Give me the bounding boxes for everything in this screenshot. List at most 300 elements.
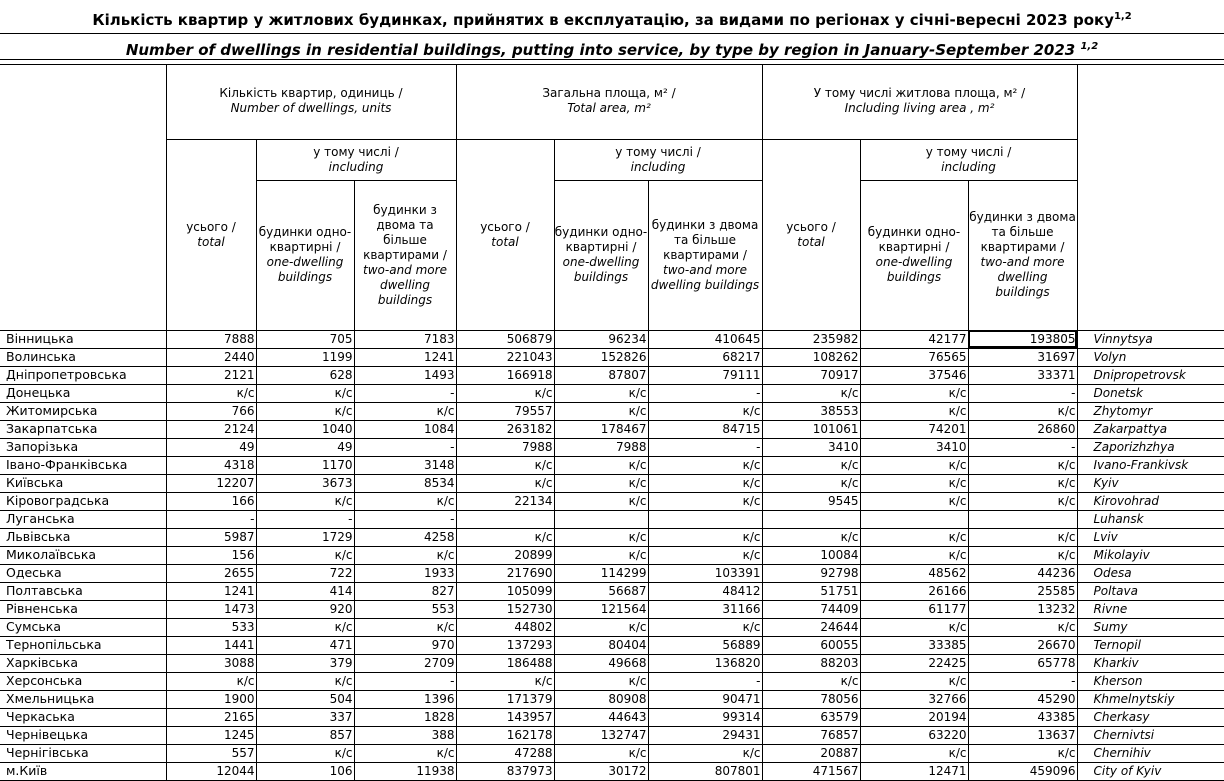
value-cell[interactable]: к/с <box>166 672 256 690</box>
value-cell[interactable]: 92798 <box>762 564 860 582</box>
value-cell[interactable]: 388 <box>354 726 456 744</box>
value-cell[interactable]: 235982 <box>762 330 860 348</box>
value-cell[interactable]: 20194 <box>860 708 968 726</box>
value-cell[interactable]: 56889 <box>648 636 762 654</box>
value-cell[interactable]: к/с <box>860 672 968 690</box>
value-cell[interactable]: 1900 <box>166 690 256 708</box>
region-name-uk[interactable]: Житомирська <box>0 402 166 420</box>
value-cell[interactable]: к/с <box>968 492 1077 510</box>
region-name-uk[interactable]: Закарпатська <box>0 420 166 438</box>
header-living-area: У тому числі житлова площа, м² / Including living area , m² <box>762 64 1077 139</box>
value-cell[interactable]: 1241 <box>354 348 456 366</box>
value-cell[interactable]: 31166 <box>648 600 762 618</box>
value-cell[interactable]: 12207 <box>166 474 256 492</box>
region-name-en[interactable]: Lviv <box>1077 528 1224 546</box>
region-name-en[interactable]: Mikolayiv <box>1077 546 1224 564</box>
value-cell[interactable]: 410645 <box>648 330 762 348</box>
value-cell[interactable]: к/с <box>762 384 860 402</box>
value-cell[interactable]: 26166 <box>860 582 968 600</box>
region-name-uk[interactable]: Одеська <box>0 564 166 582</box>
value-cell[interactable] <box>648 510 762 528</box>
value-cell[interactable]: - <box>648 672 762 690</box>
value-cell[interactable]: 193805 <box>968 330 1077 348</box>
title-uk-footnote: 1,2 <box>1113 11 1132 22</box>
value-cell[interactable]: 68217 <box>648 348 762 366</box>
value-cell[interactable]: - <box>648 384 762 402</box>
value-cell[interactable]: 38553 <box>762 402 860 420</box>
value-cell[interactable]: 1241 <box>166 582 256 600</box>
header-area-multi: будинки з двома та більше квартирами / two-and more dwelling buildings <box>648 180 762 330</box>
value-cell[interactable]: 970 <box>354 636 456 654</box>
value-cell[interactable]: 45290 <box>968 690 1077 708</box>
table-row <box>0 384 1224 402</box>
header-dwellings-including: у тому числі / including <box>256 139 456 180</box>
region-name-en[interactable]: Khmelnytskiy <box>1077 690 1224 708</box>
value-cell[interactable]: 504 <box>256 690 354 708</box>
region-name-en[interactable]: Vinnytsya <box>1077 330 1224 348</box>
value-cell[interactable]: к/с <box>354 546 456 564</box>
value-cell[interactable]: 1828 <box>354 708 456 726</box>
region-name-uk[interactable]: Луганська <box>0 510 166 528</box>
value-cell[interactable]: 1245 <box>166 726 256 744</box>
region-name-uk[interactable]: м.Київ <box>0 762 166 780</box>
value-cell[interactable]: к/с <box>554 384 648 402</box>
value-cell[interactable]: 79557 <box>456 402 554 420</box>
value-cell[interactable]: к/с <box>648 618 762 636</box>
value-cell[interactable]: 1396 <box>354 690 456 708</box>
value-cell[interactable]: 105099 <box>456 582 554 600</box>
value-cell[interactable]: к/с <box>968 474 1077 492</box>
value-cell[interactable]: 74201 <box>860 420 968 438</box>
value-cell[interactable]: 3410 <box>860 438 968 456</box>
value-cell[interactable]: 20899 <box>456 546 554 564</box>
table-row <box>0 348 1224 366</box>
region-name-uk[interactable]: Запорізька <box>0 438 166 456</box>
value-cell[interactable]: 26670 <box>968 636 1077 654</box>
region-name-uk[interactable]: Сумська <box>0 618 166 636</box>
region-name-en[interactable]: Volyn <box>1077 348 1224 366</box>
value-cell[interactable]: 51751 <box>762 582 860 600</box>
value-cell[interactable]: к/с <box>648 474 762 492</box>
region-name-en[interactable]: Kyiv <box>1077 474 1224 492</box>
region-name-uk[interactable]: Чернівецька <box>0 726 166 744</box>
region-name-en[interactable]: Dnipropetrovsk <box>1077 366 1224 384</box>
value-cell[interactable]: 221043 <box>456 348 554 366</box>
value-cell[interactable]: к/с <box>968 528 1077 546</box>
value-cell[interactable]: к/с <box>648 528 762 546</box>
value-cell[interactable]: 1084 <box>354 420 456 438</box>
value-cell[interactable]: - <box>166 510 256 528</box>
header-dwellings-one: будинки одно-квартирні / one-dwelling buildings <box>256 180 354 330</box>
region-name-uk[interactable]: Івано-Франківська <box>0 456 166 474</box>
value-cell[interactable]: 108262 <box>762 348 860 366</box>
value-cell[interactable]: к/с <box>648 402 762 420</box>
region-name-uk[interactable]: Львівська <box>0 528 166 546</box>
value-cell[interactable]: 90471 <box>648 690 762 708</box>
value-cell[interactable]: к/с <box>256 618 354 636</box>
region-name-uk[interactable]: Херсонська <box>0 672 166 690</box>
region-name-en[interactable]: Sumy <box>1077 618 1224 636</box>
value-cell[interactable]: - <box>968 438 1077 456</box>
value-cell[interactable]: к/с <box>256 492 354 510</box>
value-cell[interactable]: к/с <box>860 618 968 636</box>
value-cell[interactable]: 4258 <box>354 528 456 546</box>
value-cell[interactable]: 96234 <box>554 330 648 348</box>
region-name-uk[interactable]: Київська <box>0 474 166 492</box>
value-cell[interactable]: 48412 <box>648 582 762 600</box>
value-cell[interactable]: 2121 <box>166 366 256 384</box>
value-cell[interactable]: 49 <box>256 438 354 456</box>
header-dwellings: Кількість квартир, одиниць / Number of dwellings, units <box>166 64 456 139</box>
value-cell[interactable]: - <box>354 384 456 402</box>
value-cell[interactable]: к/с <box>968 402 1077 420</box>
value-cell[interactable]: 56687 <box>554 582 648 600</box>
value-cell[interactable]: 136820 <box>648 654 762 672</box>
value-cell[interactable]: к/с <box>648 744 762 762</box>
value-cell[interactable]: - <box>256 510 354 528</box>
value-cell[interactable]: 628 <box>256 366 354 384</box>
value-cell[interactable]: 7988 <box>456 438 554 456</box>
value-cell[interactable]: 101061 <box>762 420 860 438</box>
value-cell[interactable]: - <box>354 510 456 528</box>
value-cell[interactable]: 114299 <box>554 564 648 582</box>
table-row <box>0 546 1224 564</box>
value-cell[interactable]: к/с <box>256 744 354 762</box>
value-cell[interactable]: к/с <box>762 474 860 492</box>
value-cell[interactable] <box>456 510 554 528</box>
value-cell[interactable]: 78056 <box>762 690 860 708</box>
region-name-uk[interactable]: Рівненська <box>0 600 166 618</box>
value-cell[interactable] <box>762 510 860 528</box>
value-cell[interactable]: к/с <box>554 528 648 546</box>
value-cell[interactable]: 61177 <box>860 600 968 618</box>
value-cell[interactable]: к/с <box>554 492 648 510</box>
region-name-en[interactable]: Donetsk <box>1077 384 1224 402</box>
value-cell[interactable]: к/с <box>554 618 648 636</box>
value-cell[interactable]: к/с <box>554 672 648 690</box>
value-cell[interactable]: 2124 <box>166 420 256 438</box>
value-cell[interactable]: 766 <box>166 402 256 420</box>
value-cell[interactable]: 553 <box>354 600 456 618</box>
region-name-en[interactable]: Rivne <box>1077 600 1224 618</box>
value-cell[interactable]: 459096 <box>968 762 1077 780</box>
value-cell[interactable]: 156 <box>166 546 256 564</box>
value-cell[interactable]: 30172 <box>554 762 648 780</box>
value-cell[interactable]: 103391 <box>648 564 762 582</box>
value-cell[interactable]: к/с <box>968 546 1077 564</box>
value-cell[interactable]: 13637 <box>968 726 1077 744</box>
value-cell[interactable]: 920 <box>256 600 354 618</box>
region-name-uk[interactable]: Дніпропетровська <box>0 366 166 384</box>
value-cell[interactable]: к/с <box>166 384 256 402</box>
value-cell[interactable]: 44643 <box>554 708 648 726</box>
value-cell[interactable]: к/с <box>554 474 648 492</box>
value-cell[interactable]: 166 <box>166 492 256 510</box>
value-cell[interactable]: 471 <box>256 636 354 654</box>
table-row <box>0 726 1224 744</box>
value-cell[interactable]: к/с <box>456 384 554 402</box>
value-cell[interactable]: 506879 <box>456 330 554 348</box>
header-living-including: у тому числі / including <box>860 139 1077 180</box>
value-cell[interactable]: к/с <box>354 618 456 636</box>
value-cell[interactable]: к/с <box>554 744 648 762</box>
value-cell[interactable]: 1729 <box>256 528 354 546</box>
header-living-total: усього / total <box>762 139 860 330</box>
value-cell[interactable]: 47288 <box>456 744 554 762</box>
value-cell[interactable]: - <box>968 384 1077 402</box>
value-cell[interactable]: 48562 <box>860 564 968 582</box>
value-cell[interactable]: к/с <box>354 744 456 762</box>
value-cell[interactable]: к/с <box>860 456 968 474</box>
region-name-uk[interactable]: Черкаська <box>0 708 166 726</box>
value-cell[interactable]: 186488 <box>456 654 554 672</box>
value-cell[interactable]: 99314 <box>648 708 762 726</box>
region-name-uk[interactable]: Донецька <box>0 384 166 402</box>
value-cell[interactable]: 132747 <box>554 726 648 744</box>
table-row <box>0 402 1224 420</box>
value-cell[interactable]: 11938 <box>354 762 456 780</box>
value-cell[interactable]: 84715 <box>648 420 762 438</box>
region-name-uk[interactable]: Волинська <box>0 348 166 366</box>
value-cell[interactable]: 26860 <box>968 420 1077 438</box>
region-name-en[interactable]: Cherkasy <box>1077 708 1224 726</box>
value-cell[interactable]: 12471 <box>860 762 968 780</box>
value-cell[interactable]: 705 <box>256 330 354 348</box>
value-cell[interactable]: 137293 <box>456 636 554 654</box>
value-cell[interactable] <box>554 510 648 528</box>
value-cell[interactable]: 471567 <box>762 762 860 780</box>
value-cell[interactable]: - <box>354 438 456 456</box>
value-cell[interactable]: к/с <box>762 456 860 474</box>
title-english <box>0 34 1224 60</box>
table-row <box>0 438 1224 456</box>
value-cell[interactable]: 1170 <box>256 456 354 474</box>
value-cell[interactable]: 7183 <box>354 330 456 348</box>
value-cell[interactable]: 1040 <box>256 420 354 438</box>
value-cell[interactable]: к/с <box>554 546 648 564</box>
value-cell[interactable]: 2165 <box>166 708 256 726</box>
value-cell[interactable]: 807801 <box>648 762 762 780</box>
value-cell[interactable]: к/с <box>968 744 1077 762</box>
value-cell[interactable]: к/с <box>648 492 762 510</box>
value-cell[interactable]: 43385 <box>968 708 1077 726</box>
value-cell[interactable]: 10084 <box>762 546 860 564</box>
value-cell[interactable]: к/с <box>256 384 354 402</box>
value-cell[interactable]: к/с <box>456 456 554 474</box>
value-cell[interactable]: к/с <box>256 546 354 564</box>
region-name-en[interactable]: Poltava <box>1077 582 1224 600</box>
value-cell[interactable]: 7888 <box>166 330 256 348</box>
region-name-en[interactable]: Ternopil <box>1077 636 1224 654</box>
region-name-uk[interactable]: Полтавська <box>0 582 166 600</box>
value-cell[interactable]: 3088 <box>166 654 256 672</box>
value-cell[interactable]: 32766 <box>860 690 968 708</box>
value-cell[interactable]: 121564 <box>554 600 648 618</box>
region-name-uk[interactable]: Миколаївська <box>0 546 166 564</box>
region-name-uk[interactable]: Тернопільська <box>0 636 166 654</box>
table-row <box>0 492 1224 510</box>
region-name-uk[interactable]: Харківська <box>0 654 166 672</box>
value-cell[interactable]: к/с <box>860 546 968 564</box>
region-name-en[interactable]: Chernivtsi <box>1077 726 1224 744</box>
region-name-en[interactable]: Ivano-Frankivsk <box>1077 456 1224 474</box>
value-cell[interactable]: 414 <box>256 582 354 600</box>
value-cell[interactable]: 178467 <box>554 420 648 438</box>
table-row <box>0 330 1224 348</box>
value-cell[interactable]: 337 <box>256 708 354 726</box>
value-cell[interactable]: 33385 <box>860 636 968 654</box>
value-cell[interactable] <box>968 510 1077 528</box>
value-cell[interactable]: 63579 <box>762 708 860 726</box>
value-cell[interactable]: к/с <box>968 618 1077 636</box>
value-cell[interactable]: 827 <box>354 582 456 600</box>
value-cell[interactable]: 171379 <box>456 690 554 708</box>
value-cell[interactable]: к/с <box>456 672 554 690</box>
region-name-uk[interactable]: Вінницька <box>0 330 166 348</box>
value-cell[interactable]: к/с <box>456 528 554 546</box>
value-cell[interactable]: 7988 <box>554 438 648 456</box>
value-cell[interactable]: 166918 <box>456 366 554 384</box>
region-name-en[interactable]: Zhytomyr <box>1077 402 1224 420</box>
region-name-en[interactable]: Luhansk <box>1077 510 1224 528</box>
value-cell[interactable]: 837973 <box>456 762 554 780</box>
region-name-uk[interactable]: Хмельницька <box>0 690 166 708</box>
value-cell[interactable]: к/с <box>554 456 648 474</box>
value-cell[interactable]: 162178 <box>456 726 554 744</box>
value-cell[interactable]: к/с <box>648 456 762 474</box>
region-name-en[interactable]: Kharkiv <box>1077 654 1224 672</box>
value-cell[interactable]: 31697 <box>968 348 1077 366</box>
value-cell[interactable]: 9545 <box>762 492 860 510</box>
value-cell[interactable]: 106 <box>256 762 354 780</box>
value-cell[interactable]: 79111 <box>648 366 762 384</box>
region-name-en[interactable]: Kirovohrad <box>1077 492 1224 510</box>
value-cell[interactable]: 8534 <box>354 474 456 492</box>
table-row <box>0 420 1224 438</box>
value-cell[interactable]: 722 <box>256 564 354 582</box>
value-cell[interactable]: 60055 <box>762 636 860 654</box>
value-cell[interactable]: к/с <box>860 744 968 762</box>
value-cell[interactable]: 1493 <box>354 366 456 384</box>
value-cell[interactable]: к/с <box>860 384 968 402</box>
region-name-en[interactable]: City of Kyiv <box>1077 762 1224 780</box>
value-cell[interactable]: - <box>354 672 456 690</box>
value-cell[interactable]: 29431 <box>648 726 762 744</box>
value-cell[interactable]: к/с <box>256 672 354 690</box>
value-cell[interactable]: 1473 <box>166 600 256 618</box>
value-cell[interactable]: к/с <box>860 492 968 510</box>
value-cell[interactable]: 1933 <box>354 564 456 582</box>
region-name-uk[interactable]: Кіровоградська <box>0 492 166 510</box>
value-cell[interactable]: к/с <box>860 474 968 492</box>
value-cell[interactable]: 74409 <box>762 600 860 618</box>
value-cell[interactable]: 5987 <box>166 528 256 546</box>
value-cell[interactable]: 152730 <box>456 600 554 618</box>
header-area-one: будинки одно-квартирні / one-dwelling buildings <box>554 180 648 330</box>
title-en-text: Number of dwellings in residential buildings, putting into service, by type by region in January-September 2023 <box>125 41 1076 59</box>
value-cell[interactable]: 44802 <box>456 618 554 636</box>
region-name-en[interactable]: Zaporizhzhya <box>1077 438 1224 456</box>
value-cell[interactable]: 857 <box>256 726 354 744</box>
value-cell[interactable]: 44236 <box>968 564 1077 582</box>
value-cell[interactable]: 1441 <box>166 636 256 654</box>
value-cell[interactable]: 65778 <box>968 654 1077 672</box>
region-name-en[interactable]: Zakarpattya <box>1077 420 1224 438</box>
value-cell[interactable]: 42177 <box>860 330 968 348</box>
value-cell[interactable]: 25585 <box>968 582 1077 600</box>
value-cell[interactable]: 3410 <box>762 438 860 456</box>
value-cell[interactable]: к/с <box>648 546 762 564</box>
value-cell[interactable]: 13232 <box>968 600 1077 618</box>
table-row <box>0 618 1224 636</box>
value-cell[interactable]: 263182 <box>456 420 554 438</box>
value-cell[interactable]: 22134 <box>456 492 554 510</box>
value-cell[interactable]: 37546 <box>860 366 968 384</box>
value-cell[interactable]: 80404 <box>554 636 648 654</box>
value-cell[interactable]: 217690 <box>456 564 554 582</box>
value-cell[interactable]: 87807 <box>554 366 648 384</box>
value-cell[interactable]: к/с <box>256 402 354 420</box>
value-cell[interactable]: 88203 <box>762 654 860 672</box>
dwellings-table <box>0 64 1224 781</box>
value-cell[interactable]: 152826 <box>554 348 648 366</box>
value-cell[interactable]: - <box>968 672 1077 690</box>
value-cell[interactable]: к/с <box>762 528 860 546</box>
value-cell[interactable]: 1199 <box>256 348 354 366</box>
value-cell[interactable]: 22425 <box>860 654 968 672</box>
value-cell[interactable]: 12044 <box>166 762 256 780</box>
value-cell[interactable]: к/с <box>456 474 554 492</box>
value-cell[interactable]: 2655 <box>166 564 256 582</box>
value-cell[interactable]: 2440 <box>166 348 256 366</box>
value-cell[interactable]: к/с <box>354 492 456 510</box>
region-name-en[interactable]: Chernihiv <box>1077 744 1224 762</box>
value-cell[interactable]: 33371 <box>968 366 1077 384</box>
value-cell[interactable]: 80908 <box>554 690 648 708</box>
value-cell[interactable]: к/с <box>860 528 968 546</box>
table-row <box>0 708 1224 726</box>
value-cell[interactable]: к/с <box>554 402 648 420</box>
value-cell[interactable]: 533 <box>166 618 256 636</box>
value-cell[interactable]: 24644 <box>762 618 860 636</box>
region-name-uk[interactable]: Чернігівська <box>0 744 166 762</box>
value-cell[interactable]: 76857 <box>762 726 860 744</box>
value-cell[interactable]: 3673 <box>256 474 354 492</box>
value-cell[interactable]: - <box>648 438 762 456</box>
value-cell[interactable]: 4318 <box>166 456 256 474</box>
value-cell[interactable]: 557 <box>166 744 256 762</box>
value-cell[interactable]: 3148 <box>354 456 456 474</box>
value-cell[interactable]: к/с <box>968 456 1077 474</box>
value-cell[interactable]: к/с <box>354 402 456 420</box>
value-cell[interactable]: 63220 <box>860 726 968 744</box>
value-cell[interactable]: 2709 <box>354 654 456 672</box>
value-cell[interactable]: 20887 <box>762 744 860 762</box>
title-uk-text: Кількість квартир у житлових будинках, прийнятих в експлуатацію, за видами по регіонах у січні-вересні 2023 року <box>92 11 1114 29</box>
value-cell[interactable]: к/с <box>860 402 968 420</box>
value-cell[interactable]: 49668 <box>554 654 648 672</box>
region-name-en[interactable]: Odesa <box>1077 564 1224 582</box>
region-name-en[interactable]: Kherson <box>1077 672 1224 690</box>
value-cell[interactable] <box>860 510 968 528</box>
value-cell[interactable]: 76565 <box>860 348 968 366</box>
title-ukrainian <box>0 0 1224 34</box>
value-cell[interactable]: 49 <box>166 438 256 456</box>
value-cell[interactable]: 143957 <box>456 708 554 726</box>
value-cell[interactable]: 70917 <box>762 366 860 384</box>
value-cell[interactable]: к/с <box>762 672 860 690</box>
value-cell[interactable]: 379 <box>256 654 354 672</box>
